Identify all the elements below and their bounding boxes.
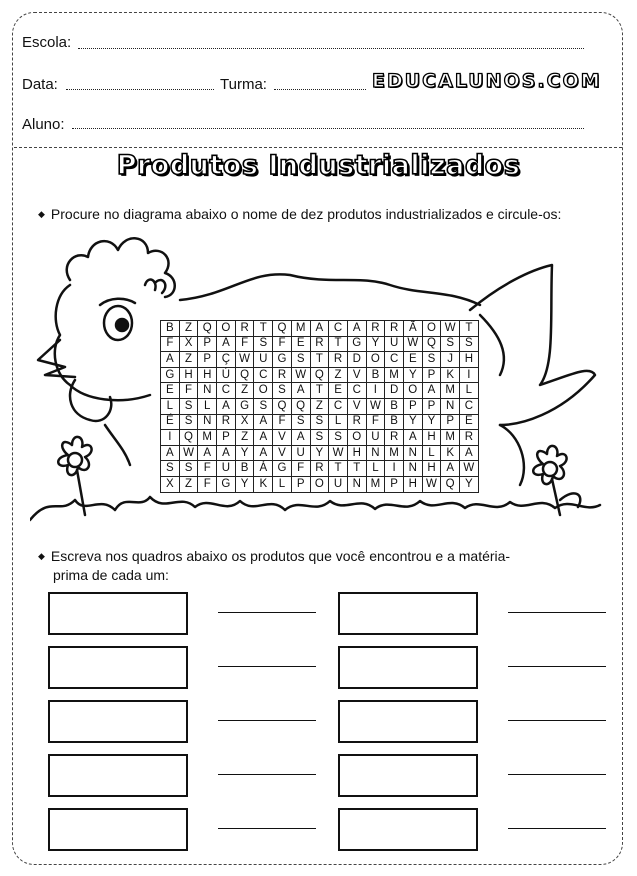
grid-cell[interactable]: H	[198, 367, 217, 383]
turma-line[interactable]	[274, 89, 366, 90]
grid-cell[interactable]: F	[273, 414, 292, 430]
grid-cell[interactable]: E	[460, 414, 479, 430]
grid-cell[interactable]: L	[366, 461, 385, 477]
grid-cell[interactable]: Ç	[217, 352, 236, 368]
turma-label: Turma:	[220, 76, 267, 93]
hen-back-outline	[180, 274, 480, 305]
grid-cell[interactable]: F	[198, 461, 217, 477]
grid-cell[interactable]: N	[347, 476, 366, 492]
hen-comb	[67, 238, 175, 297]
escola-field[interactable]	[22, 34, 71, 51]
grid-cell[interactable]: N	[366, 445, 385, 461]
grid-cell[interactable]: M	[441, 383, 460, 399]
grid-cell[interactable]: R	[460, 430, 479, 446]
grid-cell[interactable]: Z	[179, 352, 198, 368]
grid-cell[interactable]: Q	[291, 398, 310, 414]
grid-cell[interactable]: T	[329, 461, 348, 477]
grid-cell[interactable]: H	[179, 367, 198, 383]
grid-cell[interactable]: G	[273, 352, 292, 368]
grid-cell[interactable]: S	[291, 352, 310, 368]
grid-cell[interactable]: T	[347, 461, 366, 477]
diamond-bullet-icon: ◆	[38, 209, 45, 219]
grid-cell[interactable]: I	[460, 367, 479, 383]
grid-cell[interactable]: O	[254, 383, 273, 399]
grid-cell[interactable]: Y	[403, 414, 422, 430]
escola-line[interactable]	[78, 48, 584, 49]
grid-cell[interactable]: B	[235, 461, 254, 477]
grid-row	[161, 430, 479, 446]
grid-cell[interactable]: E	[291, 336, 310, 352]
grid-row	[161, 461, 479, 477]
grid-cell[interactable]: A	[254, 445, 273, 461]
grid-cell[interactable]: C	[254, 367, 273, 383]
instruction-2	[38, 548, 510, 584]
grid-row	[161, 476, 479, 492]
grid-cell[interactable]: W	[179, 445, 198, 461]
grid-cell[interactable]: K	[441, 367, 460, 383]
hen-eyelid	[100, 299, 135, 305]
grid-cell[interactable]: M	[385, 367, 404, 383]
instruction-1	[38, 206, 561, 225]
grid-cell[interactable]: G	[217, 476, 236, 492]
grid-cell[interactable]: Q	[198, 321, 217, 337]
grid-cell[interactable]: N	[441, 398, 460, 414]
grid-cell[interactable]: C	[329, 398, 348, 414]
aluno-line[interactable]	[72, 128, 584, 129]
grid-cell[interactable]: W	[460, 461, 479, 477]
grid-cell[interactable]: S	[179, 461, 198, 477]
grid-cell[interactable]: G	[235, 398, 254, 414]
grid-cell[interactable]: H	[460, 352, 479, 368]
grid-cell[interactable]: P	[198, 352, 217, 368]
grid-cell[interactable]: R	[347, 414, 366, 430]
product-answer-box[interactable]	[338, 808, 478, 851]
grid-cell[interactable]: E	[403, 352, 422, 368]
grid-cell[interactable]: A	[460, 445, 479, 461]
data-line[interactable]	[66, 89, 214, 90]
grid-cell[interactable]: Q	[422, 336, 441, 352]
grid-cell[interactable]: A	[310, 321, 329, 337]
grid-cell[interactable]: A	[291, 383, 310, 399]
grid-cell[interactable]: F	[198, 476, 217, 492]
grid-cell[interactable]: S	[310, 430, 329, 446]
grid-cell[interactable]: Y	[366, 336, 385, 352]
product-answer-box[interactable]	[338, 700, 478, 743]
grid-cell[interactable]: G	[161, 367, 180, 383]
aluno-label: Aluno:	[22, 116, 65, 133]
grid-cell[interactable]: É	[161, 414, 180, 430]
raw-material-answer-line[interactable]	[218, 828, 316, 829]
grid-cell[interactable]: W	[422, 476, 441, 492]
grid-cell[interactable]: Z	[179, 476, 198, 492]
grid-cell[interactable]: B	[385, 398, 404, 414]
grid-cell[interactable]: S	[291, 414, 310, 430]
product-answer-box[interactable]	[338, 592, 478, 635]
grid-cell[interactable]: F	[366, 414, 385, 430]
grid-row	[161, 414, 479, 430]
grid-cell[interactable]: Y	[403, 367, 422, 383]
raw-material-answer-line[interactable]	[508, 774, 606, 775]
grid-cell[interactable]: V	[347, 398, 366, 414]
grid-cell[interactable]: O	[403, 383, 422, 399]
grid-cell[interactable]: C	[217, 383, 236, 399]
aluno-field[interactable]	[22, 116, 65, 133]
grid-cell[interactable]: O	[422, 321, 441, 337]
grid-cell[interactable]: P	[217, 430, 236, 446]
grid-cell[interactable]: Á	[254, 461, 273, 477]
grid-cell[interactable]: H	[347, 445, 366, 461]
grid-cell[interactable]: F	[179, 383, 198, 399]
grid-cell[interactable]: M	[385, 445, 404, 461]
escola-label: Escola:	[22, 34, 72, 51]
grid-row	[161, 321, 479, 337]
grid-cell[interactable]: A	[441, 461, 460, 477]
word-search-grid[interactable]	[160, 320, 479, 493]
grid-cell[interactable]: R	[217, 414, 236, 430]
raw-material-answer-line[interactable]	[508, 828, 606, 829]
grid-cell[interactable]: M	[366, 476, 385, 492]
grid-cell[interactable]: W	[441, 321, 460, 337]
grid-cell[interactable]: W	[403, 336, 422, 352]
grid-cell[interactable]: L	[329, 414, 348, 430]
grid-cell[interactable]: D	[385, 383, 404, 399]
grid-row	[161, 336, 479, 352]
grid-cell[interactable]: I	[161, 430, 180, 446]
page-title: Produtos Industrializados	[116, 150, 521, 181]
raw-material-answer-line[interactable]	[508, 720, 606, 721]
grid-cell[interactable]: Q	[273, 398, 292, 414]
grid-cell[interactable]: A	[198, 445, 217, 461]
grid-cell[interactable]: A	[254, 430, 273, 446]
instruction-2-text-2: prima de cada um:	[53, 567, 169, 583]
grid-cell[interactable]: M	[291, 321, 310, 337]
grid-cell[interactable]: A	[422, 383, 441, 399]
data-field[interactable]	[22, 76, 58, 93]
grid-cell[interactable]: Y	[310, 445, 329, 461]
grid-cell[interactable]: S	[254, 398, 273, 414]
grid-cell[interactable]: Ã	[403, 321, 422, 337]
grid-cell[interactable]: G	[347, 336, 366, 352]
grid-cell[interactable]: I	[366, 383, 385, 399]
grid-cell[interactable]: U	[217, 461, 236, 477]
grid-cell[interactable]: R	[385, 321, 404, 337]
grid-cell[interactable]: V	[347, 367, 366, 383]
grid-cell[interactable]: C	[347, 383, 366, 399]
grid-cell[interactable]: A	[217, 445, 236, 461]
grid-row	[161, 352, 479, 368]
grid-row	[161, 367, 479, 383]
grid-cell[interactable]: K	[254, 476, 273, 492]
turma-field[interactable]	[220, 76, 267, 93]
grid-cell[interactable]: W	[366, 398, 385, 414]
flower-right-petals	[533, 446, 566, 484]
grid-cell[interactable]: U	[329, 476, 348, 492]
grid-cell[interactable]: Z	[310, 398, 329, 414]
grid-cell[interactable]: P	[385, 476, 404, 492]
grid-cell[interactable]: Ú	[217, 367, 236, 383]
grid-cell[interactable]: W	[291, 367, 310, 383]
grid-cell[interactable]: C	[329, 321, 348, 337]
product-answer-box[interactable]	[48, 754, 188, 797]
hen-tail	[470, 265, 595, 425]
flower-left-petals	[58, 437, 91, 475]
diamond-bullet-icon: ◆	[38, 551, 45, 561]
raw-material-answer-line[interactable]	[218, 720, 316, 721]
grid-cell[interactable]: A	[161, 352, 180, 368]
raw-material-answer-line[interactable]	[218, 666, 316, 667]
grid-cell[interactable]: S	[254, 336, 273, 352]
product-answer-box[interactable]	[48, 646, 188, 689]
raw-material-answer-line[interactable]	[218, 774, 316, 775]
grid-cell[interactable]: F	[235, 336, 254, 352]
grid-cell[interactable]: Q	[235, 367, 254, 383]
grid-cell[interactable]: I	[385, 461, 404, 477]
grid-cell[interactable]: C	[385, 352, 404, 368]
grid-cell[interactable]: P	[422, 367, 441, 383]
grid-cell[interactable]: O	[310, 476, 329, 492]
grid-cell[interactable]: W	[329, 445, 348, 461]
grid-cell[interactable]: U	[291, 445, 310, 461]
grid-cell[interactable]: Q	[441, 476, 460, 492]
product-answer-box[interactable]	[48, 700, 188, 743]
grid-cell[interactable]: P	[291, 476, 310, 492]
grid-cell[interactable]: A	[217, 398, 236, 414]
grid-cell[interactable]: Y	[460, 476, 479, 492]
grid-cell[interactable]: S	[329, 430, 348, 446]
grid-cell[interactable]: X	[179, 336, 198, 352]
grid-cell[interactable]: H	[422, 461, 441, 477]
grid-cell[interactable]: R	[235, 321, 254, 337]
raw-material-answer-line[interactable]	[508, 666, 606, 667]
grid-cell[interactable]: Q	[310, 367, 329, 383]
grid-cell[interactable]: A	[403, 430, 422, 446]
product-answer-box[interactable]	[338, 754, 478, 797]
grid-cell[interactable]: T	[310, 383, 329, 399]
grid-row	[161, 445, 479, 461]
grid-cell[interactable]: Y	[422, 414, 441, 430]
grid-cell[interactable]: Q	[179, 430, 198, 446]
grid-cell[interactable]: R	[385, 430, 404, 446]
grid-cell[interactable]: V	[273, 445, 292, 461]
product-answer-box[interactable]	[48, 592, 188, 635]
data-label: Data:	[22, 76, 58, 93]
grid-cell[interactable]: T	[254, 321, 273, 337]
grid-cell[interactable]: U	[366, 430, 385, 446]
grid-cell[interactable]: O	[366, 352, 385, 368]
grid-cell[interactable]: W	[235, 352, 254, 368]
grid-cell[interactable]: S	[161, 461, 180, 477]
flower-left-center	[68, 453, 82, 467]
raw-material-answer-line[interactable]	[218, 612, 316, 613]
grid-cell[interactable]: T	[460, 321, 479, 337]
product-answer-box[interactable]	[338, 646, 478, 689]
grid-cell[interactable]: A	[347, 321, 366, 337]
grid-cell[interactable]: S	[273, 383, 292, 399]
grid-cell[interactable]: A	[254, 414, 273, 430]
grid-cell[interactable]: S	[460, 336, 479, 352]
grid-cell[interactable]: R	[329, 352, 348, 368]
grid-cell[interactable]: R	[310, 461, 329, 477]
grid-cell[interactable]: L	[198, 398, 217, 414]
grid-cell[interactable]: E	[161, 383, 180, 399]
grid-cell[interactable]: R	[310, 336, 329, 352]
grid-cell[interactable]: T	[310, 352, 329, 368]
grid-cell[interactable]: N	[198, 383, 217, 399]
grid-cell[interactable]: Z	[235, 383, 254, 399]
grid-cell[interactable]: Y	[235, 476, 254, 492]
grid-cell[interactable]: P	[198, 336, 217, 352]
grid-cell[interactable]: L	[273, 476, 292, 492]
grid-cell[interactable]: F	[273, 336, 292, 352]
grid-cell[interactable]: E	[329, 383, 348, 399]
grid-cell[interactable]: R	[273, 367, 292, 383]
grid-cell[interactable]: D	[347, 352, 366, 368]
instruction-1-text: Procure no diagrama abaixo o nome de dez produtos industrializados e circule-os:	[50, 206, 562, 222]
brand-logo: EDUCALUNOS.COM	[372, 70, 602, 92]
grid-cell[interactable]: P	[441, 414, 460, 430]
grid-cell[interactable]: X	[161, 476, 180, 492]
grid-cell[interactable]: J	[441, 352, 460, 368]
grid-cell[interactable]: A	[217, 336, 236, 352]
grid-cell[interactable]: M	[441, 430, 460, 446]
grid-row	[161, 383, 479, 399]
grid-cell[interactable]: X	[235, 414, 254, 430]
grid-cell[interactable]: O	[217, 321, 236, 337]
grid-cell[interactable]: F	[161, 336, 180, 352]
hen-pupil	[116, 319, 128, 331]
grid-cell[interactable]: K	[441, 445, 460, 461]
grid-cell[interactable]: Z	[329, 367, 348, 383]
grid-row	[161, 398, 479, 414]
grid-cell[interactable]: C	[460, 398, 479, 414]
grid-cell[interactable]: N	[403, 461, 422, 477]
grid-cell[interactable]: V	[273, 430, 292, 446]
grid-cell[interactable]: A	[291, 430, 310, 446]
grid-cell[interactable]: B	[366, 367, 385, 383]
grid-cell[interactable]: L	[460, 383, 479, 399]
grid-cell[interactable]: Z	[179, 321, 198, 337]
grid-cell[interactable]: R	[366, 321, 385, 337]
grid-cell[interactable]: L	[422, 445, 441, 461]
flower-right-center	[543, 462, 557, 476]
grid-cell[interactable]: U	[254, 352, 273, 368]
grid-cell[interactable]: S	[422, 352, 441, 368]
grid-cell[interactable]: N	[198, 414, 217, 430]
raw-material-answer-line[interactable]	[508, 612, 606, 613]
grid-cell[interactable]: A	[161, 445, 180, 461]
grid-cell[interactable]: P	[422, 398, 441, 414]
grid-cell[interactable]: Z	[235, 430, 254, 446]
grid-cell[interactable]: O	[347, 430, 366, 446]
product-answer-box[interactable]	[48, 808, 188, 851]
grid-cell[interactable]: N	[403, 445, 422, 461]
grid-cell[interactable]: S	[310, 414, 329, 430]
grid-cell[interactable]: T	[329, 336, 348, 352]
grid-cell[interactable]: H	[422, 430, 441, 446]
grid-cell[interactable]: B	[161, 321, 180, 337]
grid-cell[interactable]: Q	[273, 321, 292, 337]
header-divider	[14, 147, 622, 148]
grid-cell[interactable]: G	[273, 461, 292, 477]
grid-cell[interactable]: B	[385, 414, 404, 430]
grid-cell[interactable]: Y	[235, 445, 254, 461]
grid-cell[interactable]: S	[179, 398, 198, 414]
hen-chest	[105, 425, 130, 465]
grid-cell[interactable]: U	[385, 336, 404, 352]
grid-cell[interactable]: P	[403, 398, 422, 414]
instruction-2-text-1: Escreva nos quadros abaixo os produtos que você encontrou e a matéria-	[50, 548, 511, 564]
grid-cell[interactable]: S	[441, 336, 460, 352]
grid-cell[interactable]: S	[179, 414, 198, 430]
grid-cell[interactable]: M	[198, 430, 217, 446]
grass-line	[30, 497, 600, 520]
grid-cell[interactable]: H	[403, 476, 422, 492]
grid-cell[interactable]: L	[161, 398, 180, 414]
grid-cell[interactable]: F	[291, 461, 310, 477]
